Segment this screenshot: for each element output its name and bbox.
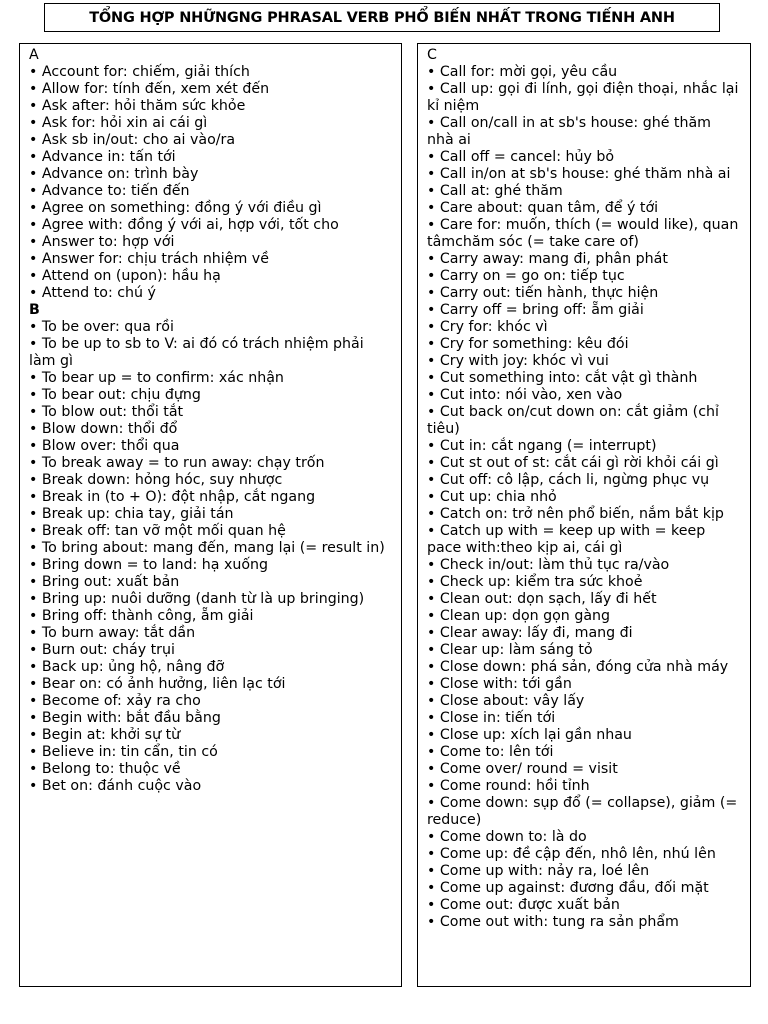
list-item: • Cry for: khóc vì	[427, 319, 548, 335]
list-item: • To be up to sb to V: ai đó có trách nhiệm phải làm gì	[29, 336, 364, 369]
list-item: • Call for: mời gọi, yêu cầu	[427, 64, 618, 80]
list-item: • Cut in: cắt ngang (= interrupt)	[427, 438, 657, 454]
section-heading-a: A	[29, 47, 39, 63]
list-item: • To bring about: mang đến, mang lại (= result in)	[29, 540, 385, 556]
list-item: • Ask after: hỏi thăm sức khỏe	[29, 98, 246, 114]
list-item: • Carry away: mang đi, phân phát	[427, 251, 668, 267]
list-item: • Carry on = go on: tiếp tục	[427, 268, 625, 284]
list-item: • Clean up: dọn gọn gàng	[427, 608, 611, 624]
list-item: • Carry out: tiến hành, thực hiện	[427, 285, 659, 301]
list-item: • Attend to: chú ý	[29, 285, 156, 301]
list-item: • Allow for: tính đến, xem xét đến	[29, 81, 270, 97]
list-item: • Cry with joy: khóc vì vui	[427, 353, 609, 369]
list-a	[29, 64, 393, 302]
list-item: • Call at: ghé thăm	[427, 183, 563, 199]
list-item: • Come out: được xuất bản	[427, 897, 620, 913]
section-heading-b: B	[29, 302, 40, 318]
list-item: • To be over: qua rồi	[29, 319, 174, 335]
list-item: • To bear out: chịu đựng	[29, 387, 201, 403]
list-item: • Cut something into: cắt vật gì thành	[427, 370, 698, 386]
list-item: • Cut off: cô lập, cách li, ngừng phục vụ	[427, 472, 710, 488]
page-title: TỔNG HỢP NHỮNGNG PHRASAL VERB PHỔ BIẾN NHẤT TRONG TIẾNH ANH	[44, 3, 720, 32]
list-item: • Bring up: nuôi dưỡng (danh từ là up bringing)	[29, 591, 365, 607]
list-item: • Catch up with = keep up with = keep pace with:theo kịp ai, cái gì	[427, 523, 706, 556]
list-item: • Come up against: đương đầu, đối mặt	[427, 880, 709, 896]
list-item: • Advance to: tiến đến	[29, 183, 190, 199]
list-c	[427, 64, 742, 931]
list-item: • Cut st out of st: cắt cái gì rời khỏi cái gì	[427, 455, 719, 471]
list-item: • Come up: đề cập đến, nhô lên, nhú lên	[427, 846, 716, 862]
list-item: • Break in (to + O): đột nhập, cắt ngang	[29, 489, 316, 505]
list-item: • Come down to: là do	[427, 829, 587, 845]
column-left	[19, 43, 402, 987]
list-item: • Check up: kiểm tra sức khoẻ	[427, 574, 643, 590]
list-item: • Blow over: thổi qua	[29, 438, 180, 454]
section-heading-c: C	[427, 47, 437, 63]
list-item: • Burn out: cháy trụi	[29, 642, 175, 658]
list-item: • Call in/on at sb's house: ghé thăm nhà ai	[427, 166, 731, 182]
list-item: • Close up: xích lại gần nhau	[427, 727, 632, 743]
list-item: • Break off: tan vỡ một mối quan hệ	[29, 523, 286, 539]
list-item: • Answer for: chịu trách nhiệm về	[29, 251, 269, 267]
list-item: • Cut back on/cut down on: cắt giảm (chỉ tiêu)	[427, 404, 719, 437]
list-item: • Call up: gọi đi lính, gọi điện thoại, nhắc lại kỉ niệm	[427, 81, 739, 114]
list-item: • Cut up: chia nhỏ	[427, 489, 557, 505]
list-item: • Cry for something: kêu đói	[427, 336, 629, 352]
list-item: • To break away = to run away: chạy trốn	[29, 455, 325, 471]
list-item: • Clear up: làm sáng tỏ	[427, 642, 593, 658]
list-item: • To bear up = to confirm: xác nhận	[29, 370, 284, 386]
list-item: • Cut into: nói vào, xen vào	[427, 387, 623, 403]
list-item: • Bear on: có ảnh hưởng, liên lạc tới	[29, 676, 286, 692]
list-item: • Call on/call in at sb's house: ghé thăm nhà ai	[427, 115, 711, 148]
list-item: • Come out with: tung ra sản phẩm	[427, 914, 679, 930]
list-item: • Attend on (upon): hầu hạ	[29, 268, 221, 284]
list-item: • Clean out: dọn sạch, lấy đi hết	[427, 591, 657, 607]
list-item: • Answer to: hợp với	[29, 234, 175, 250]
list-item: • Come round: hồi tỉnh	[427, 778, 590, 794]
list-item: • Back up: ủng hộ, nâng đỡ	[29, 659, 225, 675]
list-item: • Come up with: nảy ra, loé lên	[427, 863, 650, 879]
list-item: • Close down: phá sản, đóng cửa nhà máy	[427, 659, 729, 675]
list-item: • Care for: muốn, thích (= would like), quan tâmchăm sóc (= take care of)	[427, 217, 739, 250]
list-item: • Begin with: bắt đầu bằng	[29, 710, 221, 726]
list-item: • Agree with: đồng ý với ai, hợp với, tốt cho	[29, 217, 339, 233]
list-item: • Come over/ round = visit	[427, 761, 618, 777]
list-item: • Bet on: đánh cuộc vào	[29, 778, 202, 794]
list-item: • To blow out: thổi tắt	[29, 404, 184, 420]
list-item: • Break up: chia tay, giải tán	[29, 506, 234, 522]
list-item: • Believe in: tin cẩn, tin có	[29, 744, 218, 760]
list-item: • Account for: chiếm, giải thích	[29, 64, 250, 80]
list-item: • Begin at: khởi sự từ	[29, 727, 181, 743]
list-item: • Become of: xảy ra cho	[29, 693, 201, 709]
list-item: • Advance in: tấn tới	[29, 149, 176, 165]
list-item: • Ask sb in/out: cho ai vào/ra	[29, 132, 236, 148]
list-item: • Close about: vây lấy	[427, 693, 585, 709]
list-item: • Ask for: hỏi xin ai cái gì	[29, 115, 208, 131]
list-item: • Bring down = to land: hạ xuống	[29, 557, 269, 573]
list-item: • Catch on: trở nên phổ biến, nắm bắt kịp	[427, 506, 724, 522]
list-item: • Carry off = bring off: ẵm giải	[427, 302, 644, 318]
list-item: • Check in/out: làm thủ tục ra/vào	[427, 557, 670, 573]
list-item: • Come down: sụp đổ (= collapse), giảm (= reduce)	[427, 795, 738, 828]
list-item: • Care about: quan tâm, để ý tới	[427, 200, 659, 216]
list-item: • To burn away: tắt dần	[29, 625, 196, 641]
list-item: • Bring off: thành công, ẵm giải	[29, 608, 254, 624]
list-item: • Close in: tiến tới	[427, 710, 556, 726]
list-item: • Advance on: trình bày	[29, 166, 199, 182]
list-item: • Break down: hỏng hóc, suy nhược	[29, 472, 283, 488]
list-item: • Clear away: lấy đi, mang đi	[427, 625, 633, 641]
list-b	[29, 319, 393, 795]
list-item: • Call off = cancel: hủy bỏ	[427, 149, 615, 165]
list-item: • Come to: lên tới	[427, 744, 554, 760]
list-item: • Close with: tới gần	[427, 676, 572, 692]
list-item: • Agree on something: đồng ý với điều gì	[29, 200, 322, 216]
column-right	[417, 43, 751, 987]
list-item: • Belong to: thuộc về	[29, 761, 181, 777]
list-item: • Bring out: xuất bản	[29, 574, 180, 590]
list-item: • Blow down: thổi đổ	[29, 421, 178, 437]
